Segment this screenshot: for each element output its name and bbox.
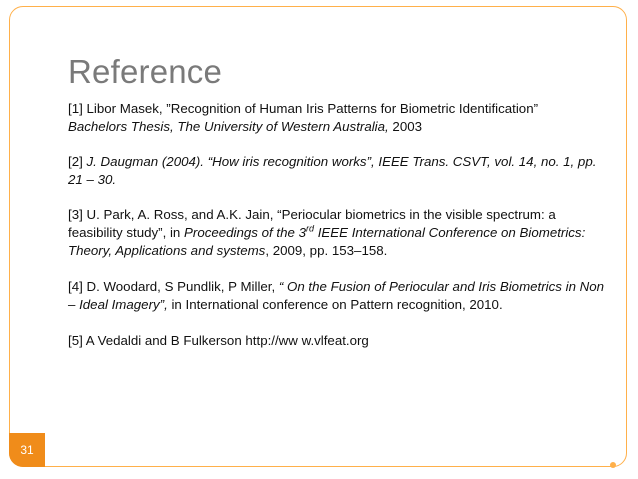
reference-list bbox=[68, 100, 613, 367]
reference-3-conference: IEEE International Conference on Biometrics: Theory, Applications and systems bbox=[68, 225, 586, 258]
slide-title: Reference bbox=[68, 53, 223, 90]
reference-3-text: [3] U. Park, A. Ross, and A.K. Jain, “Periocular biometrics in the visible spectrum: a feasibility study”, in bbox=[68, 207, 556, 240]
reference-3-proceedings: Proceedings of the 3 bbox=[184, 225, 307, 240]
reference-2-prefix: [2] bbox=[68, 154, 87, 169]
reference-item-3 bbox=[68, 206, 613, 260]
reference-3-superscript: rd bbox=[306, 223, 315, 234]
page-number-badge: 31 bbox=[9, 433, 45, 467]
reference-1-year: 2003 bbox=[388, 119, 423, 134]
reference-item-5 bbox=[68, 332, 613, 350]
reference-4-prefix: [4] D. Woodard, S Pundlik, P Miller, bbox=[68, 279, 279, 294]
reference-item-2 bbox=[68, 153, 613, 189]
reference-2-text: J. Daugman (2004). “How iris recognition works”, IEEE Trans. CSVT, vol. 14, no. 1, pp. 21 – 30. bbox=[68, 154, 597, 187]
reference-1-text: [1] Libor Masek, ”Recognition of Human Iris Patterns for Biometric Identification” bbox=[68, 101, 539, 116]
reference-3-pages: , 2009, pp. 153–158. bbox=[265, 243, 388, 258]
reference-4-venue: in International conference on Pattern recognition, 2010. bbox=[167, 297, 503, 312]
reference-item-4 bbox=[68, 278, 613, 314]
reference-item-1 bbox=[68, 100, 613, 136]
reference-4-title: “ On the Fusion of Periocular and Iris Biometrics in Non – Ideal Imagery”, bbox=[68, 279, 605, 312]
reference-1-source: Bachelors Thesis, The University of Western Australia, bbox=[68, 119, 389, 134]
frame-corner-dot bbox=[610, 462, 616, 468]
reference-5-text: [5] A Vedaldi and B Fulkerson http://ww w.vlfeat.org bbox=[68, 333, 369, 348]
